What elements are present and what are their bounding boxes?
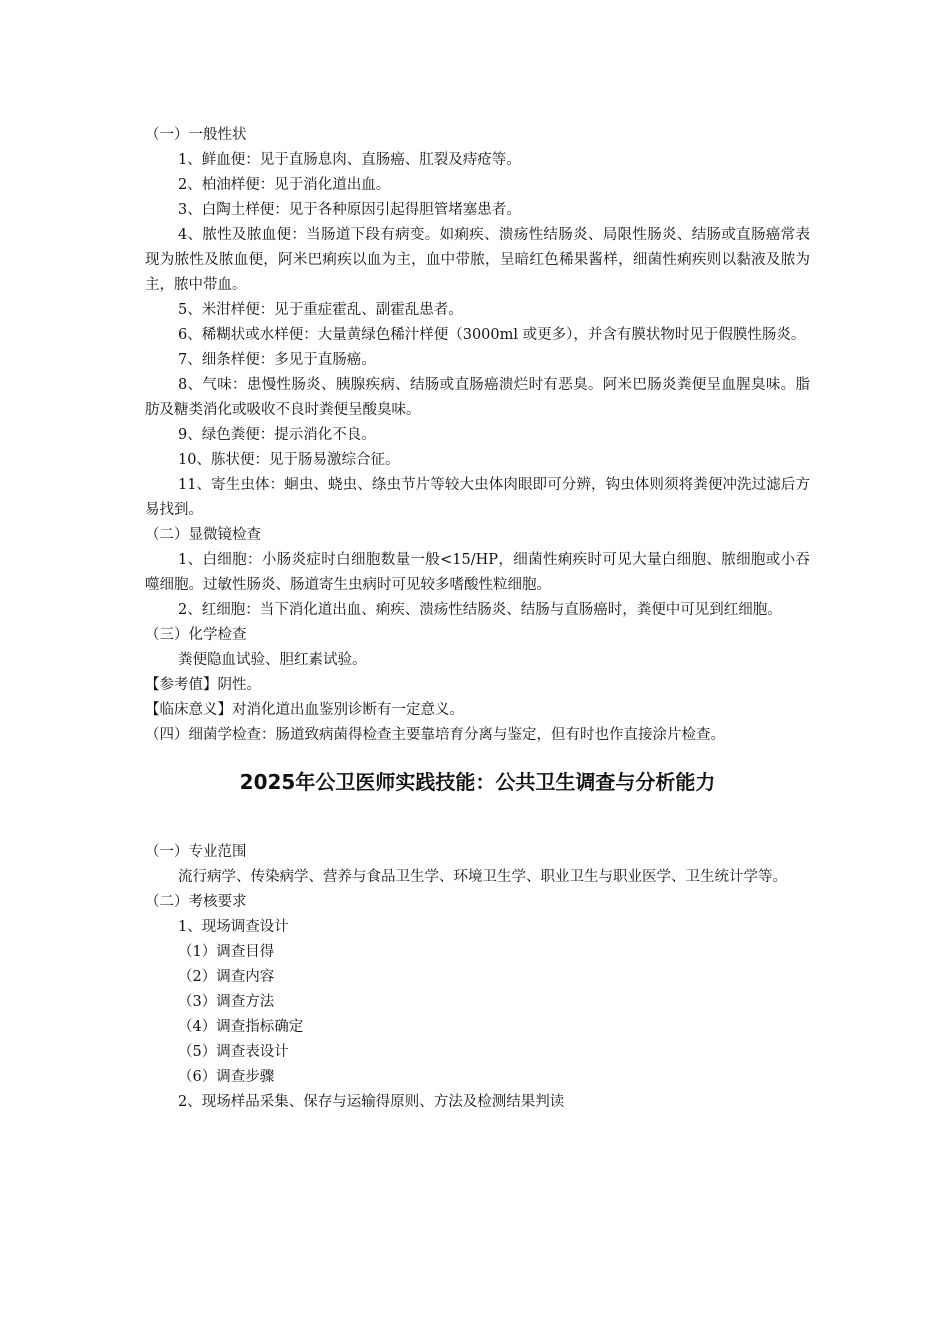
- reference-value: 【参考值】阴性。: [145, 677, 261, 693]
- sub-list-item: （3）调查方法: [178, 994, 275, 1010]
- list-item: 10、胨状便：见于肠易激综合征。: [178, 452, 400, 468]
- sub-list-item: （6）调查步骤: [178, 1069, 275, 1085]
- document-title: 2025年公卫医师实践技能：公共卫生调查与分析能力: [239, 770, 716, 794]
- section-heading-general: （一）一般性状: [145, 127, 247, 143]
- list-item: 11、寄生虫体：蛔虫、蛲虫、绦虫节片等较大虫体肉眼即可分辨，钩虫体则须将粪便冲洗过滤后方易找到。: [145, 477, 810, 518]
- chemistry-text: 粪便隐血试验、胆红素试验。: [178, 652, 367, 668]
- list-item: 2、现场样品采集、保存与运输得原则、方法及检测结果判读: [178, 1094, 565, 1110]
- list-item: 6、稀糊状或水样便：大量黄绿色稀汁样便（3000ml 或更多），并含有膜状物时见于假膜性肠炎。: [178, 327, 806, 343]
- list-item: 1、白细胞：小肠炎症时白细胞数量一般<15/HP，细菌性痢疾时可见大量白细胞、脓细胞或小吞噬细胞。过敏性肠炎、肠道寄生虫病时可见较多嗜酸性粒细胞。: [145, 552, 810, 593]
- section-heading-scope: （一）专业范围: [145, 844, 247, 860]
- list-item: 4、脓性及脓血便：当肠道下段有病变。如痢疾、溃疡性结肠炎、局限性肠炎、结肠或直肠癌常表现为脓性及脓血便，阿米巴痢疾以血为主，血中带脓，呈暗红色稀果酱样，细菌性痢疾则以黏液及脓为主，脓中带血。: [145, 227, 810, 293]
- scope-text: 流行病学、传染病学、营养与食品卫生学、环境卫生学、职业卫生与职业医学、卫生统计学等。: [178, 869, 787, 885]
- section-heading-chemistry: （三）化学检查: [145, 627, 247, 643]
- sub-list-item: （4）调查指标确定: [178, 1019, 304, 1035]
- section-heading-microscopy: （二）显微镜检查: [145, 527, 261, 543]
- list-item: 1、现场调查设计: [178, 919, 289, 935]
- list-item: 3、白陶土样便：见于各种原因引起得胆管堵塞患者。: [178, 202, 521, 218]
- document-page: [145, 123, 810, 1115]
- list-item: 9、绿色粪便：提示消化不良。: [178, 427, 376, 443]
- sub-list-item: （2）调查内容: [178, 969, 275, 985]
- clinical-significance: 【临床意义】对消化道出血鉴别诊断有一定意义。: [145, 702, 464, 718]
- sub-list-item: （1）调查目得: [178, 944, 275, 960]
- list-item: 5、米泔样便：见于重症霍乱、副霍乱患者。: [178, 302, 463, 318]
- sub-list-item: （5）调查表设计: [178, 1044, 289, 1060]
- list-item: 8、气味：患慢性肠炎、胰腺疾病、结肠或直肠癌溃烂时有恶臭。阿米巴肠炎粪便呈血腥臭味。脂肪及糖类消化或吸收不良时粪便呈酸臭味。: [145, 377, 810, 418]
- list-item: 1、鲜血便：见于直肠息肉、直肠癌、肛裂及痔疮等。: [178, 152, 521, 168]
- section-heading-requirements: （二）考核要求: [145, 894, 247, 910]
- list-item: 2、柏油样便：见于消化道出血。: [178, 177, 391, 193]
- section-heading-bacteriology: （四）细菌学检查：肠道致病菌得检查主要靠培育分离与鉴定，但有时也作直接涂片检查。: [145, 727, 725, 743]
- list-item: 7、细条样便：多见于直肠癌。: [178, 352, 376, 368]
- list-item: 2、红细胞：当下消化道出血、痢疾、溃疡性结肠炎、结肠与直肠癌时，粪便中可见到红细胞。: [178, 602, 782, 618]
